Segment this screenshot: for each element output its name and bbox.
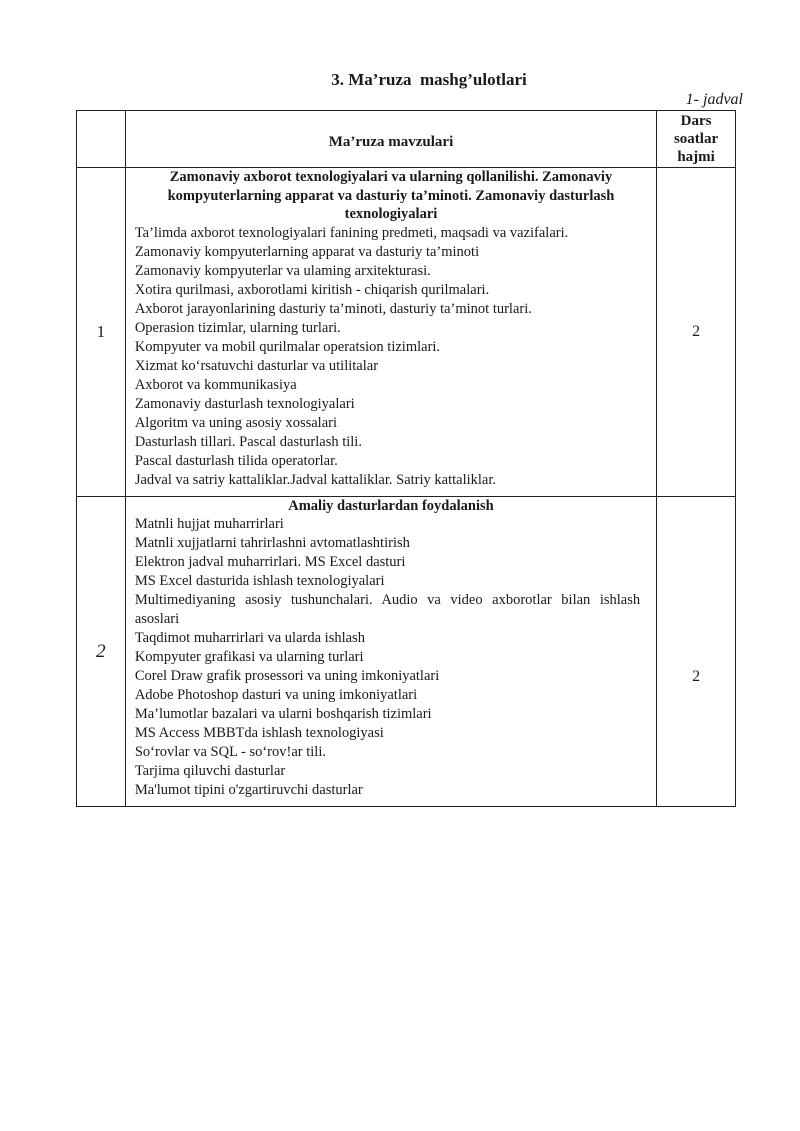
table-header-row: [77, 111, 736, 168]
row-number-cell: 2: [77, 496, 126, 807]
list-item: Zamonaviy kompyuterlar va ulaming arxitekturasi.: [134, 262, 431, 279]
list-item: Xotira qurilmasi, axborotlami kiritish - chiqarish qurilmalari.: [134, 281, 490, 298]
list-item: Kompyuter grafikasi va ularning turlari: [134, 649, 364, 665]
page-title: 3. Ma’ruza mashg’ulotlari: [331, 70, 527, 89]
list-item: Matnli hujjat muharrirlari: [134, 516, 284, 532]
lecture-table: [76, 110, 736, 807]
list-item: Axborot jarayonlarining dasturiy ta’minoti, dasturiy ta’minot turlari.: [134, 300, 532, 317]
row-number-cell: 1: [77, 168, 126, 497]
topic-list: [126, 515, 656, 800]
header-number-cell: [77, 111, 126, 168]
list-item: Ma'lumot tipini o'zgartiruvchi dasturlar: [134, 782, 363, 798]
row-hours-cell: 2: [657, 496, 736, 807]
list-item: Xizmat ko‘rsatuvchi dasturlar va utilitalar: [134, 357, 379, 374]
list-item: Algoritm va uning asosiy xossalari: [134, 414, 337, 431]
list-item: Taqdimot muharrirlari va ularda ishlash: [134, 630, 365, 646]
section-heading: Zamonaviy axborot texnologiyalari va ularning qollanilishi. Zamonaviy kompyuterlarning apparat va dasturiy ta’minoti. Zamonaviy dasturlash texnologiyalari: [167, 169, 615, 222]
list-item: Multimediyaning asosiy tushunchalari. Audio va video axborotlar bilan ishlash asoslari: [134, 592, 641, 627]
section-heading: Amaliy dasturlardan foydalanish: [288, 497, 494, 514]
list-item: Dasturlash tillari. Pascal dasturlash tili.: [134, 433, 362, 450]
list-item: Ma’lumotlar bazalari va ularni boshqarish tizimlari: [134, 706, 432, 722]
list-item: Jadval va satriy kattaliklar.Jadval kattaliklar. Satriy kattaliklar.: [134, 471, 497, 488]
list-item: Zamonaviy kompyuterlarning apparat va dasturiy ta’minoti: [134, 243, 480, 260]
list-item: Matnli xujjatlarni tahrirlashni avtomatlashtirish: [134, 535, 410, 551]
list-item: Corel Draw grafik prosessori va uning imkoniyatlari: [134, 668, 440, 684]
row-topics-cell: [125, 168, 656, 497]
list-item: Axborot va kommunikasiya: [134, 376, 297, 393]
list-item: Tarjima qiluvchi dasturlar: [134, 763, 286, 779]
row-topics-cell: [125, 496, 656, 807]
header-topics-cell: Ma’ruza mavzulari: [125, 111, 656, 168]
table-row: [77, 168, 736, 497]
list-item: So‘rovlar va SQL - so‘rov!ar tili.: [134, 744, 326, 760]
row-hours-cell: 2: [657, 168, 736, 497]
topic-list: [126, 224, 656, 490]
list-item: Ta’limda axborot texnologiyalari fanining predmeti, maqsadi va vazifalari.: [134, 224, 569, 241]
table-row: [77, 496, 736, 807]
list-item: MS Access MBBTda ishlash texnologiyasi: [134, 725, 384, 741]
list-item: MS Excel dasturida ishlash texnologiyalari: [134, 573, 385, 589]
table-caption: 1- jadval: [685, 91, 743, 108]
list-item: Zamonaviy dasturlash texnologiyalari: [134, 395, 355, 412]
list-item: Elektron jadval muharrirlari. MS Excel dasturi: [134, 554, 406, 570]
list-item: Pascal dasturlash tilida operatorlar.: [134, 452, 338, 469]
list-item: Kompyuter va mobil qurilmalar operatsion tizimlari.: [134, 338, 441, 355]
header-hours-cell: Dars soatlar hajmi: [657, 111, 736, 168]
list-item: Operasion tizimlar, ularning turlari.: [134, 319, 341, 336]
list-item: Adobe Photoshop dasturi va uning imkoniyatlari: [134, 687, 418, 703]
